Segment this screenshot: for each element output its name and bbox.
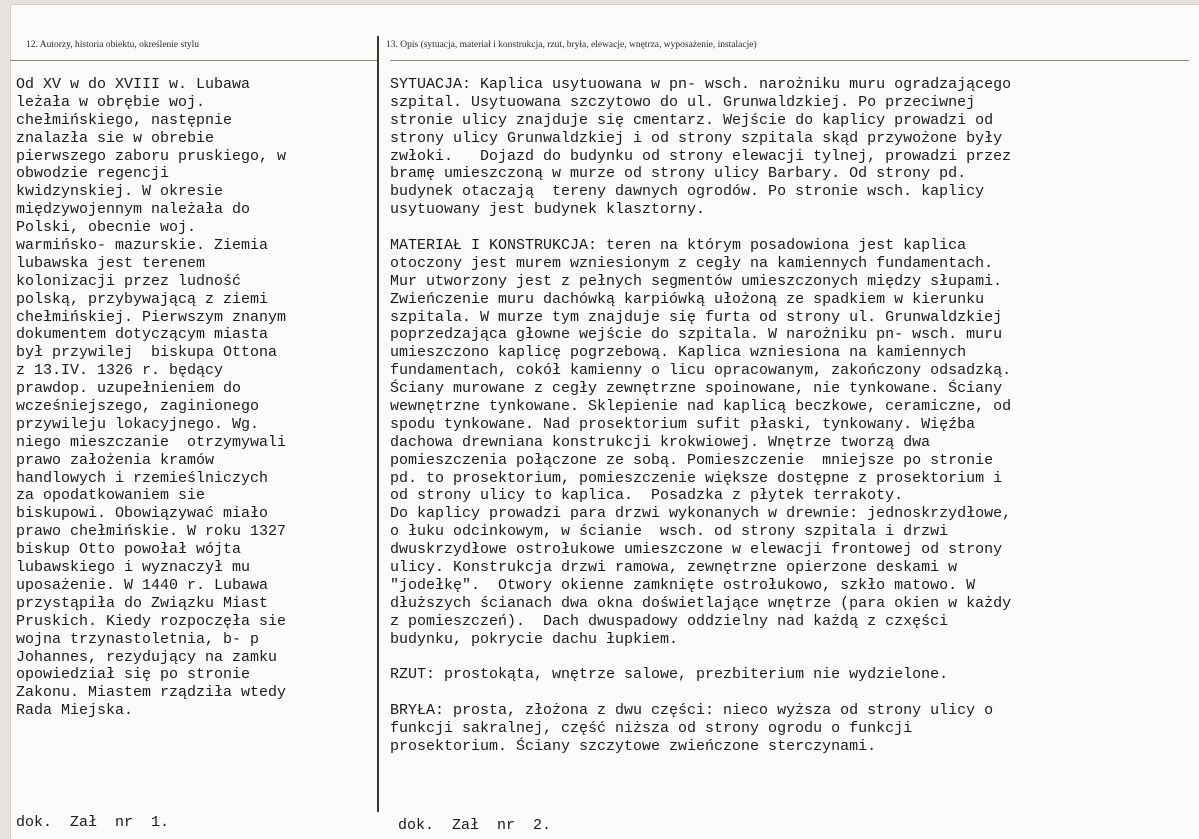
history-text-line: leżała w obrębie woj. bbox=[16, 93, 206, 111]
history-text-line: Rada Miejska. bbox=[16, 702, 134, 720]
right-header-rule bbox=[390, 60, 1189, 61]
description-text-line: fundamentach, cokół kamienny o licu opracowanym, zakończony odsadzką. bbox=[390, 362, 1012, 380]
history-text-block bbox=[16, 76, 286, 720]
history-text-line: kolonizacji przez ludność bbox=[16, 272, 242, 290]
paragraph-gap bbox=[390, 219, 1011, 237]
history-text-line: warmińsko- mazurskie. Ziemia bbox=[16, 237, 269, 255]
history-text-line: chełmińskiego, następnie bbox=[16, 111, 233, 129]
history-text-line: Johannes, rezydujący na zamku bbox=[16, 648, 278, 666]
history-text-line: prawdop. uzupełnieniem do bbox=[16, 380, 242, 398]
history-text-line: obwodzie regencji bbox=[16, 165, 170, 183]
paragraph-gap bbox=[390, 649, 1011, 667]
column-divider bbox=[377, 36, 379, 812]
history-text-line: przywileju lokacyjnego. Wg. bbox=[16, 415, 260, 433]
history-text-line: przystąpiła do Związku Miast bbox=[16, 594, 269, 612]
history-text-line: za opodatkowaniem sie bbox=[16, 487, 206, 505]
history-text-line: biskup Otto powołał wójta bbox=[16, 541, 242, 559]
description-text-line: Do kaplicy prowadzi para drzwi wykonanych w drewnie: jednoskrzydłowe, bbox=[390, 505, 1012, 523]
history-text-line: Pruskich. Kiedy rozpoczęła sie bbox=[16, 612, 287, 630]
description-text-line: wewnętrzne tynkowane. Sklepienie nad kaplicą beczkowe, ceramiczne, od bbox=[390, 398, 1012, 416]
history-text-line: był przywilej biskupa Ottona bbox=[16, 344, 278, 362]
description-text-line: prosektorium. Ściany szczytowe zwieńczone sterczynami. bbox=[390, 737, 877, 755]
history-text-line: prawo założenia kramów bbox=[16, 451, 215, 469]
history-text-line: biskupowi. Obowiązywać miało bbox=[16, 505, 269, 523]
description-text-line: SYTUACJA: Kaplica usytuowana w pn- wsch. narożniku muru ogradzającego bbox=[390, 76, 1012, 93]
paragraph-gap bbox=[390, 684, 1011, 702]
history-text-line: kwidzynskiej. W okresie bbox=[16, 183, 224, 201]
description-text-line: z pomieszczeń). Dach dwuspadowy oddzielny nad każdą z czxęści bbox=[390, 612, 949, 630]
description-text-line: pomieszczenia połączone ze sobą. Pomieszczenie mniejsze po stronie bbox=[390, 451, 994, 469]
description-text-line: od strony ulicy to kaplica. Posadzka z płytek terrakoty. bbox=[390, 487, 904, 505]
history-text-line: wojna trzynastoletnia, b- p bbox=[16, 630, 260, 648]
description-text-line: dłuższych ścianach dwa okna doświetlające wnętrze (para okien w każdy bbox=[390, 594, 1012, 612]
description-text-line: pd. to prosektorium, pomieszczenie większe dostępne z prosektorium i bbox=[390, 469, 1003, 487]
history-text-line: prawo chełmińskie. W roku 1327 bbox=[16, 523, 287, 541]
history-text-line: Zakonu. Miastem rządziła wtedy bbox=[16, 684, 287, 702]
history-text-line: pierwszego zaboru pruskiego, w bbox=[16, 147, 287, 165]
description-text-line: dachowa drewniana konstrukcji krokwiowej. Wnętrze tworzą dwa bbox=[390, 433, 931, 451]
description-text-line: budynku, pokrycie dachu łupkiem. bbox=[390, 630, 679, 648]
description-text-line: otoczony jest murem wzniesionym z cegły na kamiennych fundamentach. bbox=[390, 254, 994, 272]
history-text-line: niego mieszczanie otrzymywali bbox=[16, 433, 287, 451]
history-text-line: opowiedział się po stronie bbox=[16, 666, 251, 684]
right-column-header: 13. Opis (sytuacja, materiał i konstrukcja, rzut, bryła, elewacje, wnętrza, wyposażenie, instalacje) bbox=[386, 40, 757, 50]
history-text-line: chełmińskiej. Pierwszym znanym bbox=[16, 308, 287, 326]
left-footer-annex-label: dok. Zał nr 1. bbox=[16, 814, 170, 831]
description-text-line: usytuowany jest budynek klasztorny. bbox=[390, 201, 706, 219]
history-text-line: handlowych i rzemieślniczych bbox=[16, 469, 269, 487]
history-text-line: wcześniejszego, zaginionego bbox=[16, 398, 260, 416]
history-text-line: uposażenie. W 1440 r. Lubawa bbox=[16, 576, 269, 594]
description-text-line: stronie ulicy znajduje się cmentarz. Wejście do kaplicy prowadzi od bbox=[390, 111, 994, 129]
description-text-line: spodu tynkowane. Nad prosektorium sufit płaski, tynkowany. Więźba bbox=[390, 415, 976, 433]
history-text-line: Polski, obecnie woj. bbox=[16, 219, 197, 237]
history-text-line: polską, przybywającą z ziemi bbox=[16, 290, 269, 308]
left-header-rule bbox=[10, 60, 378, 61]
description-text-line: RZUT: prostokąta, wnętrze salowe, prezbiterium nie wydzielone. bbox=[390, 666, 949, 684]
description-text-line: dwuskrzydłowe ostrołukowe umieszczone w elewacji frontowej od strony bbox=[390, 541, 1003, 559]
description-text-line: o łuku odcinkowym, w ścianie wsch. od strony szpitala i drzwi bbox=[390, 523, 949, 541]
description-text-line: umieszczono kaplicę pogrzebową. Kaplica wzniesiona na kamiennych bbox=[390, 344, 967, 362]
history-text-line: lubawska jest terenem bbox=[16, 254, 206, 272]
description-text-line: Mur utworzony jest z pełnych segmentów umieszczonych między słupami. bbox=[390, 272, 1003, 290]
description-text-line: budynek otaczają tereny dawnych ogrodów. Po stronie wsch. kaplicy bbox=[390, 183, 985, 201]
description-text-line: MATERIAŁ I KONSTRUKCJA: teren na którym posadowiona jest kaplica bbox=[390, 237, 967, 255]
description-text-line: funkcji sakralnej, część niższa od strony ogrodu o funkcji bbox=[390, 720, 913, 738]
history-text-line: znalazła sie w obrebie bbox=[16, 129, 215, 147]
history-text-line: Od XV w do XVIII w. Lubawa bbox=[16, 76, 251, 93]
description-text-line: "jodełkę". Otwory okienne zamknięte ostrołukowo, szkło matowo. W bbox=[390, 576, 976, 594]
description-text-line: zwłoki. Dojazd do budynku od strony elewacji tylnej, prowadzi przez bbox=[390, 147, 1012, 165]
description-text-block bbox=[390, 76, 1011, 756]
history-text-line: dokumentem dotyczącym miasta bbox=[16, 326, 269, 344]
description-text-line: szpital. Usytuowana szczytowo do ul. Grunwaldzkiej. Po przeciwnej bbox=[390, 93, 976, 111]
description-text-line: strony ulicy Grunwaldzkiej i od strony szpitala skąd przywożone były bbox=[390, 129, 1003, 147]
history-text-line: z 13.IV. 1326 r. będący bbox=[16, 362, 224, 380]
description-text-line: BRYŁA: prosta, złożona z dwu części: nieco wyższa od strony ulicy o bbox=[390, 702, 994, 720]
description-text-line: Ściany murowane z cegły zewnętrzne spoinowane, nie tynkowane. Ściany bbox=[390, 380, 1003, 398]
history-text-line: międzywojennym należała do bbox=[16, 201, 251, 219]
left-column-header: 12. Autorzy, historia obiektu, określenie stylu bbox=[26, 40, 199, 50]
description-text-line: szpitala. W murze tym znajduje się furta od strony ul. Grunwaldzkiej bbox=[390, 308, 1003, 326]
description-text-line: ulicy. Konstrukcja drzwi ramowa, zewnętrzne opierzone deskami w bbox=[390, 559, 958, 577]
description-text-line: Zwieńczenie muru dachówką karpiówką ułożoną ze spadkiem w kierunku bbox=[390, 290, 985, 308]
description-text-line: bramę umieszczoną w murze od strony ulicy Barbary. Od strony pd. bbox=[390, 165, 967, 183]
right-footer-annex-label: dok. Zał nr 2. bbox=[398, 817, 552, 834]
history-text-line: lubawskiego i wyznaczył mu bbox=[16, 559, 251, 577]
description-text-line: poprzedzająca głowne wejście do szpitala. W narożniku pn- wsch. muru bbox=[390, 326, 1003, 344]
